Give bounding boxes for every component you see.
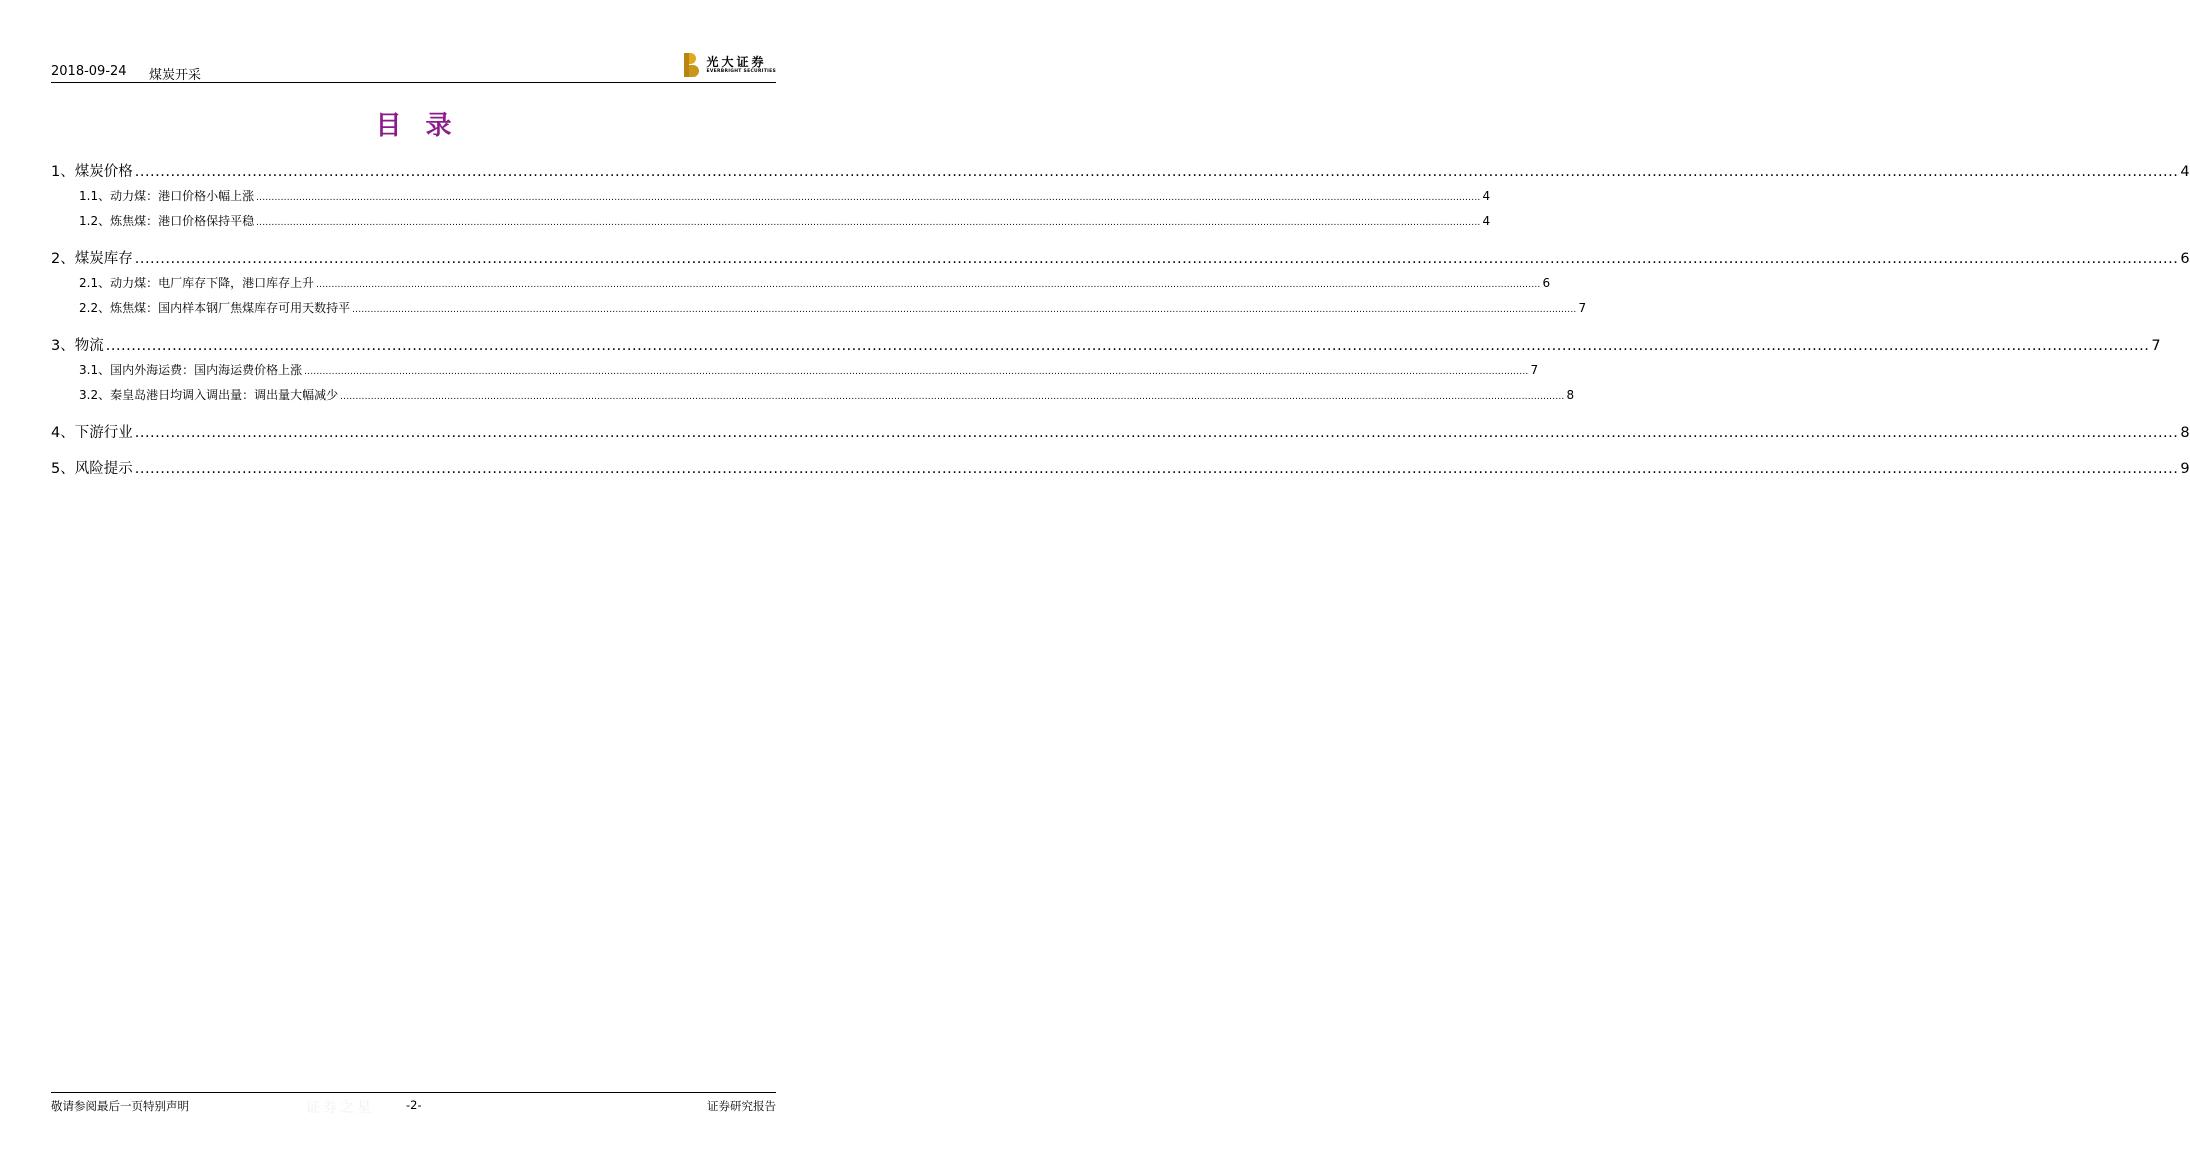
logo-text-en: EVERBRIGHT SECURITIES (706, 68, 776, 74)
toc-entry-number: 5、 (51, 461, 75, 477)
toc-entry-number: 1、 (51, 164, 75, 180)
toc-entry-label: 下游行业 (74, 425, 133, 441)
page-footer (51, 1092, 776, 1121)
toc-entry-label: 煤炭价格 (74, 164, 133, 180)
toc-entry[interactable] (51, 457, 2190, 478)
toc-entry-number: 2、 (51, 251, 75, 267)
toc-entry-page: 4 (1482, 214, 1491, 228)
toc-entry-label: 动力煤：港口价格小幅上涨 (110, 189, 255, 203)
everbright-logo (684, 52, 776, 78)
toc-entry-label: 物流 (74, 338, 104, 354)
toc-entry-number: 4、 (51, 425, 75, 441)
toc-entry-page: 8 (2180, 425, 2190, 441)
toc-entry-page: 7 (1578, 301, 1587, 315)
toc-entry-page: 7 (1530, 363, 1539, 377)
page-number: -2- (406, 1098, 422, 1112)
toc-entry[interactable] (51, 247, 2190, 268)
toc-entry-label: 炼焦煤：港口价格保持平稳 (110, 214, 255, 228)
toc-title: 目录 (375, 111, 476, 141)
toc-entry-label: 国内外海运费：国内海运费价格上涨 (110, 363, 303, 377)
toc-entry[interactable] (51, 274, 1551, 291)
logo-text-cn: 光大证券 (706, 54, 767, 69)
toc-entry-number: 3.1、 (79, 363, 111, 377)
toc-entry-number: 2.1、 (79, 276, 111, 290)
toc-entry-number: 2.2、 (79, 301, 111, 315)
report-section: 煤炭开采 (149, 68, 202, 83)
page-header (51, 54, 776, 83)
toc-entry-page: 9 (2180, 461, 2190, 477)
toc-entry[interactable] (51, 334, 2161, 355)
toc-entry-number: 3、 (51, 338, 75, 354)
toc-entry[interactable] (51, 187, 1491, 204)
watermark: 证券之星 (306, 1100, 374, 1116)
toc-entry[interactable] (51, 421, 2190, 442)
toc-entry-label: 秦皇岛港日均调入调出量：调出量大幅减少 (110, 388, 339, 402)
toc-entry-page: 6 (1542, 276, 1551, 290)
toc-leader-dots: ................................................................................................................................................................................................................................................................................................................................................................................................................ (134, 461, 2179, 477)
toc-entry-number: 3.2、 (79, 388, 111, 402)
toc-entry[interactable] (51, 160, 2190, 181)
toc-entry-label: 风险提示 (74, 461, 133, 477)
toc-entry-page: 4 (2180, 164, 2190, 180)
toc-leader-dots: ................................................................................................................................................................................................................................................................................................................................................................................................................ (352, 305, 1577, 315)
toc-leader-dots: ................................................................................................................................................................................................................................................................................................................................................................................................................ (256, 218, 1481, 228)
toc-leader-dots: ................................................................................................................................................................................................................................................................................................................................................................................................................ (105, 338, 2150, 354)
toc-entry-label: 煤炭库存 (74, 251, 133, 267)
toc-entry-page: 8 (1566, 388, 1575, 402)
toc-entry[interactable] (51, 386, 1575, 403)
toc-leader-dots: ................................................................................................................................................................................................................................................................................................................................................................................................................ (340, 392, 1565, 402)
toc-leader-dots: ................................................................................................................................................................................................................................................................................................................................................................................................................ (304, 367, 1529, 377)
toc-leader-dots: ................................................................................................................................................................................................................................................................................................................................................................................................................ (256, 193, 1481, 203)
toc-entry-page: 4 (1482, 189, 1491, 203)
report-type: 证券研究报告 (707, 1099, 776, 1113)
disclaimer-note: 敬请参阅最后一页特别声明 (51, 1099, 189, 1113)
toc-entry-number: 1.2、 (79, 214, 111, 228)
toc-entry-number: 1.1、 (79, 189, 111, 203)
toc-entry[interactable] (51, 361, 1539, 378)
toc-entry[interactable] (51, 212, 1491, 229)
report-date: 2018-09-24 (51, 64, 127, 79)
toc-leader-dots: ................................................................................................................................................................................................................................................................................................................................................................................................................ (316, 280, 1541, 290)
toc-entry-page: 6 (2180, 251, 2190, 267)
toc-entry-label: 炼焦煤：国内样本钢厂焦煤库存可用天数持平 (110, 301, 351, 315)
toc-leader-dots: ................................................................................................................................................................................................................................................................................................................................................................................................................ (134, 251, 2179, 267)
toc-entry[interactable] (51, 299, 1587, 316)
toc-leader-dots: ................................................................................................................................................................................................................................................................................................................................................................................................................ (134, 164, 2179, 180)
toc-entry-page: 7 (2151, 338, 2161, 354)
toc-leader-dots: ................................................................................................................................................................................................................................................................................................................................................................................................................ (134, 425, 2179, 441)
toc-entry-label: 动力煤：电厂库存下降，港口库存上升 (110, 276, 315, 290)
logo-mark-icon (684, 53, 700, 77)
